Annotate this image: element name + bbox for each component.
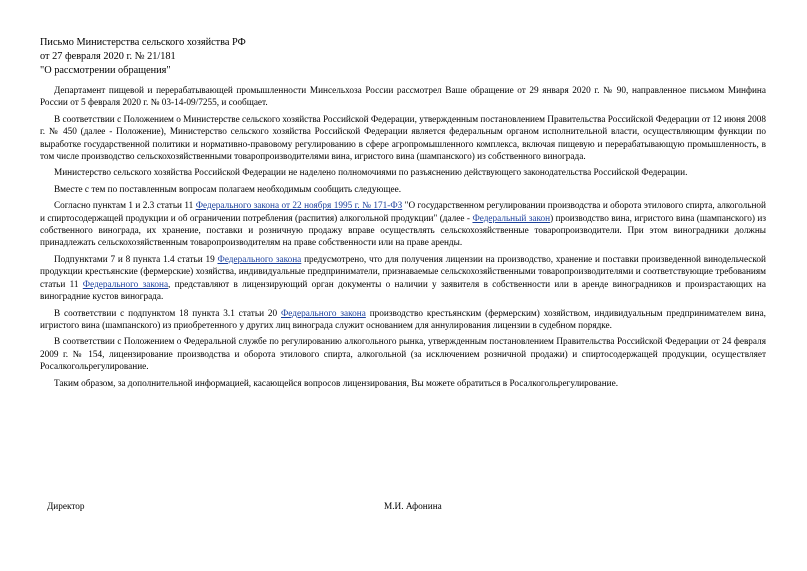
federal-law-link[interactable]: Федерального закона: [217, 254, 302, 265]
federal-law-link[interactable]: Федерального закона: [82, 279, 169, 290]
paragraph-6-text-3: , представляют в лицензирующий орган документы о наличии у заявителя в собственности или в аренде виноградников и произрастающих на виноградние кустов винограда.: [40, 279, 766, 303]
paragraph-9: Таким образом, за дополнительной информацией, касающейся вопросов лицензирования, Вы можете обратиться в Росалкогольрегулирование.: [54, 378, 619, 389]
document-subject: "О рассмотрении обращения": [40, 65, 171, 76]
paragraph-5-text-2: "О государственном регулировании производства и оборота этилового спирта, алкогольной и спиртосодержащей продукции и об ограничении потребления (распития) алкогольной продукции" (далее -: [40, 201, 766, 224]
paragraph-5-text-1: Согласно пунктам 1 и 2.3 статьи 11: [54, 201, 196, 212]
signatory-name: М.И. Афонина: [384, 502, 442, 512]
paragraph-3: Министерство сельского хозяйства Российской Федерации не наделено полномочиями по разъяснению действующего законодательства Российской Федерации.: [54, 168, 688, 179]
paragraph-7-text-2: производство крестьянским (фермерским) хозяйством, индивидуальным предпринимателем вина, игристого вина (шампанского) из приобретенного у других лиц винограда служит основанием для аннулирования лицензии в судебном порядке.: [40, 308, 766, 331]
federal-law-171-fz-link[interactable]: Федерального закона от 22 ноября 1995 г. № 171-ФЗ: [195, 201, 403, 212]
document-page: [40, 36, 766, 394]
document-body: [40, 85, 766, 390]
document-header: [40, 36, 766, 78]
paragraph-5-text-3: ) производство вина, игристого вина (шампанского) из собственного винограда, их хранение, поставки и розничную продажу вправе осуществлять сельскохозяйственные товаропроизводители. При этом виноградники должны принадлежать сельскохозяйственным товаропроизводителям на праве собственности или на праве аренды.: [40, 213, 766, 249]
paragraph-7: [40, 308, 766, 333]
paragraph-1: Департамент пищевой и перерабатывающей промышленности Минсельхоза России рассмотрел Ваше обращение от 29 января 2020 г. № 90, направленное письмом Минфина России от 5 февраля 2020 г. № 03-14-09/7255, и сообщает.: [40, 86, 766, 109]
document-title: Письмо Министерства сельского хозяйства РФ: [40, 37, 246, 48]
paragraph-5: [40, 200, 766, 250]
paragraph-6-text-2: предусмотрено, что для получения лицензии на производство, хранение и поставки произведенной винодельческой продукции крестьянские (фермерские) хозяйства, индивидуальные предприниматели, признаваемые сельскохозяйственными товаропроизводителями и соответствующие требованиям статьи 11: [40, 254, 766, 290]
signature-block: [40, 502, 766, 516]
paragraph-8: В соответствии с Положением о Федеральной службе по регулированию алкогольного рынка, утвержденным постановлением Правительства Российской Федерации от 24 февраля 2009 г. № 154, лицензирование производства и оборота этилового спирта, алкогольной (за исключением розничной продажи) и спиртосодержащей продукции, осуществляет Росалкогольрегулирование.: [40, 337, 766, 373]
paragraph-7-text-1: В соответствии с подпунктом 18 пункта 3.1 статьи 20: [54, 308, 281, 319]
federal-law-link[interactable]: Федеральный закон: [472, 213, 551, 224]
signatory-position: Директор: [47, 502, 85, 512]
paragraph-6-text-1: Подпунктами 7 и 8 пункта 1.4 статьи 19: [54, 254, 218, 265]
paragraph-2: В соответствии с Положением о Министерстве сельского хозяйства Российской Федерации, утвержденным постановлением Правительства Российской Федерации от 12 июня 2008 г. № 450 (далее - Положение), Министерство сельского хозяйства Российской Федерации является федеральным органом исполнительной власти, осуществляющим функции по выработке государственной политики и нормативно-правовому регулированию в сфере агропромышленного комплекса, включая пищевую и перерабатывающую промышленность, в том числе производство сельскохозяйственными товаропроизводителями вина, игристого вина (шампанского) из собственного винограда.: [40, 114, 766, 163]
document-date-number: от 27 февраля 2020 г. № 21/181: [40, 51, 176, 62]
federal-law-link[interactable]: Федерального закона: [281, 308, 366, 319]
paragraph-6: [40, 254, 766, 304]
paragraph-4: Вместе с тем по поставленным вопросам полагаем необходимым сообщить следующее.: [54, 184, 402, 195]
